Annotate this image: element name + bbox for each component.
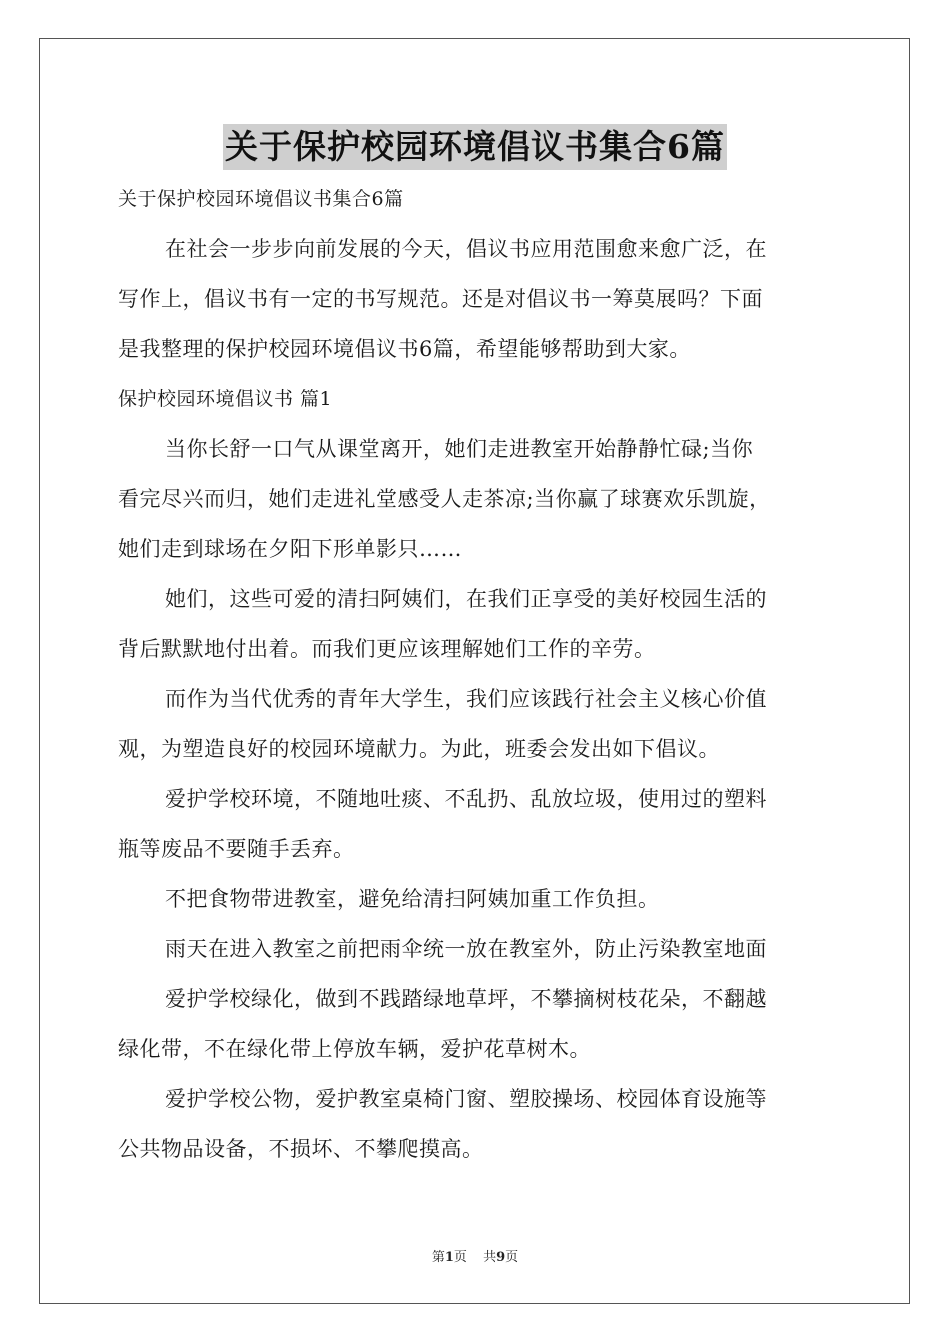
paragraph-line: 爱护学校环境，不随地吐痰、不乱扔、乱放垃圾，使用过的塑料 (165, 787, 767, 811)
document-title: 关于保护校园环境倡议书集合6篇 (223, 124, 727, 170)
paragraph-line: 爱护学校绿化，做到不践踏绿地草坪，不攀摘树枝花朵，不翻越 (165, 987, 767, 1011)
paragraph-line: 瓶等废品不要随手丢弃。 (118, 837, 355, 861)
paragraph-line: 她们，这些可爱的清扫阿姨们，在我们正享受的美好校园生活的 (165, 587, 767, 611)
paragraph-line: 当你长舒一口气从课堂离开，她们走进教室开始静静忙碌;当你 (165, 437, 754, 461)
paragraph-line: 背后默默地付出着。而我们更应该理解她们工作的辛劳。 (118, 637, 656, 661)
paragraph-line: 公共物品设备，不损坏、不攀爬摸高。 (118, 1137, 484, 1161)
paragraph-line: 写作上，倡议书有一定的书写规范。还是对倡议书一筹莫展吗？下面 (118, 287, 763, 311)
subtitle-line: 关于保护校园环境倡议书集合6篇 (118, 188, 404, 210)
page-border (39, 38, 910, 1304)
paragraph-line: 观，为塑造良好的校园环境献力。为此，班委会发出如下倡议。 (118, 737, 720, 761)
section-heading: 保护校园环境倡议书 篇1 (118, 388, 333, 410)
page-footer (0, 1250, 950, 1266)
paragraph-line: 是我整理的保护校园环境倡议书6篇，希望能够帮助到大家。 (118, 337, 691, 361)
paragraph-line: 她们走到球场在夕阳下形单影只…… (118, 537, 462, 561)
paragraph-line: 爱护学校公物，爱护教室桌椅门窗、塑胶操场、校园体育设施等 (165, 1087, 767, 1111)
paragraph-line: 在社会一步步向前发展的今天，倡议书应用范围愈来愈广泛，在 (165, 237, 767, 261)
paragraph-line: 看完尽兴而归，她们走进礼堂感受人走茶凉;当你赢了球赛欢乐凯旋， (118, 487, 771, 511)
page-number: 第1页 (431, 1250, 467, 1265)
paragraph-line: 雨天在进入教室之前把雨伞统一放在教室外，防止污染教室地面 (165, 937, 767, 961)
paragraph-line: 绿化带，不在绿化带上停放车辆，爱护花草树木。 (118, 1037, 591, 1061)
title-container (0, 124, 950, 170)
page-total: 共9页 (483, 1250, 519, 1265)
paragraph-line: 不把食物带进教室，避免给清扫阿姨加重工作负担。 (165, 887, 660, 911)
paragraph-line: 而作为当代优秀的青年大学生，我们应该践行社会主义核心价值 (165, 687, 767, 711)
